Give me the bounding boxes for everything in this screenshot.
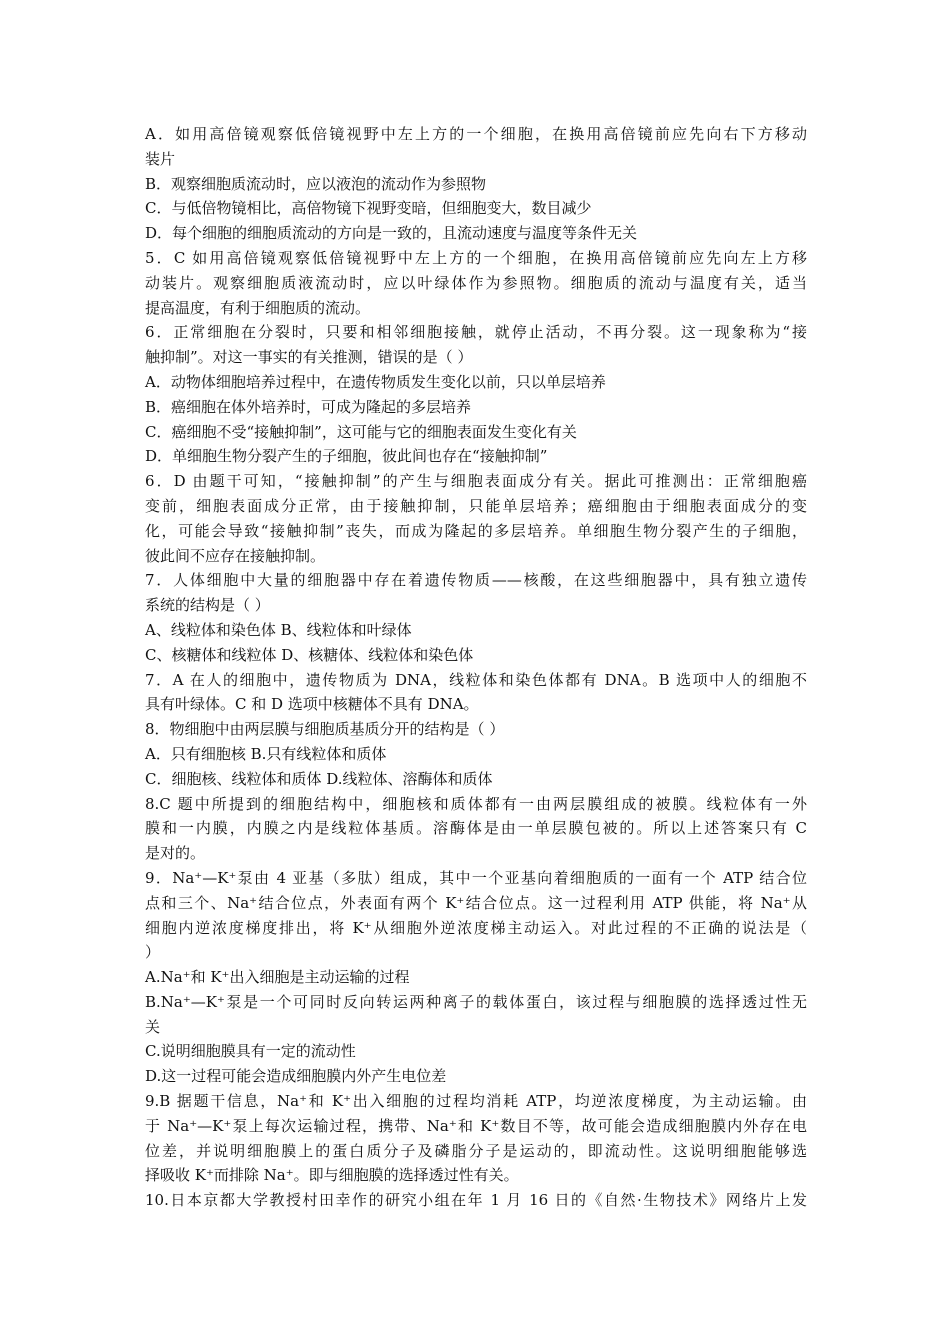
text-line: 彼此间不应存在接触抑制。: [145, 546, 326, 565]
text-line: 系统的结构是（ ）: [145, 596, 270, 615]
text-line: 化，可能会导致“接触抑制”丧失，而成为隆起的多层培养。单细胞生物分裂产生的子细胞，: [145, 521, 807, 540]
text-line: ）: [145, 943, 161, 962]
text-line: 7．人体细胞中大量的细胞器中存在着遗传物质——核酸，在这些细胞器中，具有独立遗传: [145, 571, 807, 590]
text-line: 10.日本京都大学教授村田幸作的研究小组在年 1 月 16 日的《自然·生物技术》网络片上发: [145, 1191, 807, 1210]
text-line: 7．A 在人的细胞中，遗传物质为 DNA，线粒体和染色体都有 DNA。B 选项中人的细胞不: [145, 670, 807, 689]
text-line: 点和三个、Na⁺结合位点，外表面有两个 K⁺结合位点。这一过程利用 ATP 供能，将 Na⁺从: [145, 893, 807, 912]
text-line: 6．正常细胞在分裂时，只要和相邻细胞接触，就停止活动，不再分裂。这一现象称为“接: [145, 323, 807, 342]
text-line: A.Na⁺和 K⁺出入细胞是主动运输的过程: [145, 968, 410, 987]
text-line: B.Na⁺—K⁺泵是一个可同时反向转运两种离子的载体蛋白，该过程与细胞膜的选择透过性无: [145, 992, 807, 1011]
text-line: 5．C 如用高倍镜观察低倍镜视野中左上方的一个细胞，在换用高倍镜前应先向左上方移: [145, 248, 807, 267]
text-line: 9.B 据题干信息，Na⁺和 K⁺出入细胞的过程均消耗 ATP，均逆浓度梯度，为主动运输。由: [145, 1092, 807, 1111]
text-line: 关: [145, 1017, 161, 1036]
text-line: D．每个细胞的细胞质流动的方向是一致的，且流动速度与温度等条件无关: [145, 224, 638, 243]
text-line: B．癌细胞在体外培养时，可成为隆起的多层培养: [145, 397, 472, 416]
text-line: 于 Na⁺—K⁺泵上每次运输过程，携带、Na⁺和 K⁺数目不等，故可能会造成细胞膜内外存在电: [145, 1116, 807, 1135]
text-line: C．与低倍物镜相比，高倍物镜下视野变暗，但细胞变大，数目减少: [145, 199, 592, 218]
text-line: 6．D 由题干可知，“接触抑制”的产生与细胞表面成分有关。据此可推测出：正常细胞癌: [145, 472, 807, 491]
text-line: 具有叶绿体。C 和 D 选项中核糖体不具有 DNA。: [145, 695, 479, 714]
text-line: 变前，细胞表面成分正常，由于接触抑制，只能单层培养；癌细胞由于细胞表面成分的变: [145, 496, 807, 515]
text-line: 提高温度，有利于细胞质的流动。: [145, 298, 371, 317]
text-line: 触抑制”。对这一事实的有关推测，错误的是（ ）: [145, 348, 473, 367]
text-line: 动装片。观察细胞质液流动时，应以叶绿体作为参照物。细胞质的流动与温度有关，适当: [145, 273, 807, 292]
document-page: [145, 122, 807, 1213]
text-line: D.这一过程可能会造成细胞膜内外产生电位差: [145, 1067, 447, 1086]
text-line: A．如用高倍镜观察低倍镜视野中左上方的一个细胞，在换用高倍镜前应先向右下方移动: [145, 125, 807, 143]
text-line: A、线粒体和染色体 B、线粒体和叶绿体: [145, 620, 412, 639]
text-line: C．细胞核、线粒体和质体 D.线粒体、溶酶体和质体: [145, 769, 493, 788]
text-line: C.说明细胞膜具有一定的流动性: [145, 1042, 356, 1061]
text-line: B．观察细胞质流动时，应以液泡的流动作为参照物: [145, 174, 487, 193]
text-line: C、核糖体和线粒体 D、核糖体、线粒体和染色体: [145, 645, 474, 664]
text-line: 8.C 题中所提到的细胞结构中，细胞核和质体都有一由两层膜组成的被膜。线粒体有一外: [145, 794, 807, 813]
text-line: C．癌细胞不受“接触抑制”，这可能与它的细胞表面发生变化有关: [145, 422, 577, 441]
text-line: 9．Na⁺—K⁺泵由 4 亚基（多肽）组成，其中一个亚基向着细胞质的一面有一个 ATP 结合位: [145, 868, 807, 887]
text-line: 是对的。: [145, 844, 206, 863]
text-line: 位差，并说明细胞膜上的蛋白质分子及磷脂分子是运动的，即流动性。这说明细胞能够选: [145, 1141, 807, 1160]
text-line: 膜和一内膜，内膜之内是线粒体基质。溶酶体是由一单层膜包被的。所以上述答案只有 C: [145, 819, 807, 838]
text-line: 8．物细胞中由两层膜与细胞质基质分开的结构是（ ）: [145, 720, 505, 739]
text-line: 细胞内逆浓度梯度排出，将 K⁺从细胞外逆浓度梯主动运入。对此过程的不正确的说法是（: [145, 918, 807, 937]
text-line: 装片: [145, 149, 176, 168]
text-line: 择吸收 K⁺而排除 Na⁺。即与细胞膜的选择透过性有关。: [145, 1166, 519, 1185]
text-line: A．只有细胞核 B.只有线粒体和质体: [145, 744, 387, 763]
text-line: D．单细胞生物分裂产生的子细胞，彼此间也存在“接触抑制”: [145, 447, 548, 466]
text-line: A．动物体细胞培养过程中，在遗传物质发生变化以前，只以单层培养: [145, 372, 606, 391]
